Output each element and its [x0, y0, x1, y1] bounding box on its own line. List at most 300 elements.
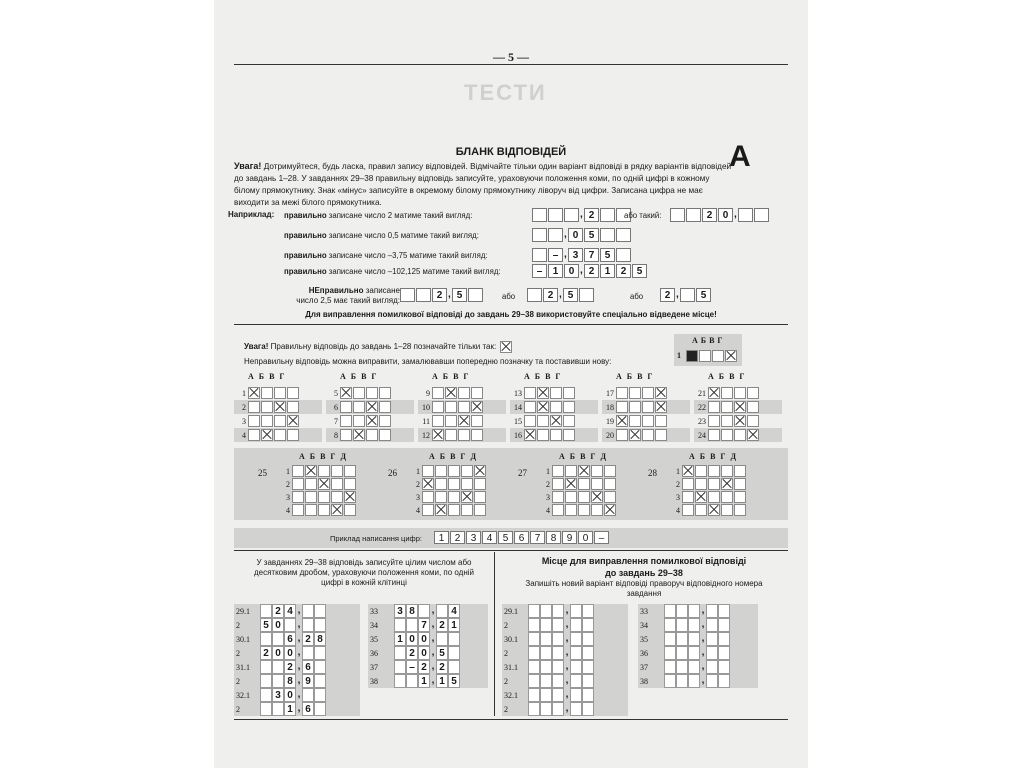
answer-cell[interactable]	[734, 401, 746, 413]
answer-cell[interactable]	[629, 415, 641, 427]
answer-digit-cell[interactable]: 1	[418, 674, 430, 688]
answer-cell[interactable]	[366, 387, 378, 399]
answer-digit-cell[interactable]	[706, 618, 718, 632]
answer-cell[interactable]	[261, 415, 273, 427]
match-cell[interactable]	[474, 504, 486, 516]
answer-digit-cell[interactable]: 9	[302, 674, 314, 688]
answer-cell[interactable]	[458, 387, 470, 399]
match-cell[interactable]	[682, 478, 694, 490]
answer-digit-cell[interactable]: 0	[272, 646, 284, 660]
match-cell[interactable]	[708, 504, 720, 516]
match-cell[interactable]	[435, 491, 447, 503]
answer-digit-cell[interactable]	[540, 688, 552, 702]
answer-cell[interactable]	[353, 415, 365, 427]
answer-digit-cell[interactable]	[540, 674, 552, 688]
answer-digit-cell[interactable]	[528, 660, 540, 674]
answer-digit-cell[interactable]: 1	[448, 618, 460, 632]
answer-digit-cell[interactable]	[394, 674, 406, 688]
match-cell[interactable]	[344, 491, 356, 503]
match-cell[interactable]	[305, 465, 317, 477]
answer-cell[interactable]	[747, 429, 759, 441]
answer-cell[interactable]	[261, 387, 273, 399]
answer-cell[interactable]	[734, 387, 746, 399]
answer-digit-cell[interactable]	[676, 604, 688, 618]
answer-cell[interactable]	[274, 401, 286, 413]
answer-digit-cell[interactable]	[528, 702, 540, 716]
answer-digit-cell[interactable]	[688, 646, 700, 660]
answer-cell[interactable]	[747, 401, 759, 413]
answer-cell[interactable]	[248, 429, 260, 441]
answer-digit-cell[interactable]	[528, 688, 540, 702]
answer-cell[interactable]	[537, 387, 549, 399]
answer-digit-cell[interactable]	[406, 674, 418, 688]
match-cell[interactable]	[331, 491, 343, 503]
answer-digit-cell[interactable]	[302, 604, 314, 618]
match-cell[interactable]	[734, 504, 746, 516]
answer-digit-cell[interactable]	[664, 660, 676, 674]
answer-cell[interactable]	[287, 429, 299, 441]
answer-cell[interactable]	[340, 415, 352, 427]
answer-cell[interactable]	[353, 387, 365, 399]
answer-cell[interactable]	[274, 415, 286, 427]
answer-digit-cell[interactable]	[706, 632, 718, 646]
answer-digit-cell[interactable]: 0	[418, 646, 430, 660]
answer-cell[interactable]	[655, 429, 667, 441]
match-cell[interactable]	[682, 504, 694, 516]
answer-digit-cell[interactable]: 2	[436, 618, 448, 632]
answer-cell[interactable]	[471, 387, 483, 399]
answer-digit-cell[interactable]	[540, 604, 552, 618]
answer-digit-cell[interactable]	[314, 688, 326, 702]
match-cell[interactable]	[552, 491, 564, 503]
answer-digit-cell[interactable]	[582, 702, 594, 716]
answer-cell[interactable]	[747, 415, 759, 427]
answer-digit-cell[interactable]	[570, 674, 582, 688]
match-cell[interactable]	[422, 504, 434, 516]
answer-cell[interactable]	[616, 415, 628, 427]
answer-digit-cell[interactable]	[688, 604, 700, 618]
match-cell[interactable]	[552, 465, 564, 477]
answer-digit-cell[interactable]	[314, 660, 326, 674]
answer-cell[interactable]	[721, 401, 733, 413]
answer-digit-cell[interactable]	[272, 660, 284, 674]
match-cell[interactable]	[552, 504, 564, 516]
answer-cell[interactable]	[524, 401, 536, 413]
answer-digit-cell[interactable]: 2	[406, 646, 418, 660]
answer-cell[interactable]	[432, 401, 444, 413]
answer-cell[interactable]	[432, 415, 444, 427]
answer-cell[interactable]	[550, 415, 562, 427]
match-cell[interactable]	[318, 491, 330, 503]
answer-digit-cell[interactable]	[676, 646, 688, 660]
match-cell[interactable]	[734, 491, 746, 503]
answer-digit-cell[interactable]	[582, 632, 594, 646]
match-cell[interactable]	[435, 465, 447, 477]
answer-cell[interactable]	[458, 429, 470, 441]
match-cell[interactable]	[734, 478, 746, 490]
match-cell[interactable]	[578, 491, 590, 503]
answer-cell[interactable]	[563, 401, 575, 413]
match-cell[interactable]	[461, 504, 473, 516]
answer-digit-cell[interactable]	[552, 632, 564, 646]
answer-cell[interactable]	[550, 401, 562, 413]
answer-digit-cell[interactable]: 7	[418, 618, 430, 632]
answer-cell[interactable]	[550, 429, 562, 441]
answer-cell[interactable]	[458, 415, 470, 427]
answer-digit-cell[interactable]	[552, 674, 564, 688]
answer-digit-cell[interactable]	[664, 646, 676, 660]
answer-digit-cell[interactable]	[528, 646, 540, 660]
answer-digit-cell[interactable]: 5	[436, 646, 448, 660]
answer-cell[interactable]	[642, 415, 654, 427]
answer-cell[interactable]	[524, 429, 536, 441]
answer-cell[interactable]	[471, 429, 483, 441]
match-cell[interactable]	[344, 465, 356, 477]
answer-digit-cell[interactable]: 4	[284, 604, 296, 618]
answer-digit-cell[interactable]	[570, 604, 582, 618]
match-cell[interactable]	[474, 478, 486, 490]
answer-digit-cell[interactable]	[302, 688, 314, 702]
answer-digit-cell[interactable]	[706, 660, 718, 674]
answer-digit-cell[interactable]: 1	[436, 674, 448, 688]
answer-digit-cell[interactable]	[582, 604, 594, 618]
answer-digit-cell[interactable]	[688, 674, 700, 688]
answer-digit-cell[interactable]	[570, 688, 582, 702]
answer-cell[interactable]	[248, 387, 260, 399]
answer-digit-cell[interactable]	[394, 660, 406, 674]
answer-cell[interactable]	[458, 401, 470, 413]
match-cell[interactable]	[474, 465, 486, 477]
answer-digit-cell[interactable]	[314, 702, 326, 716]
answer-digit-cell[interactable]	[582, 660, 594, 674]
match-cell[interactable]	[461, 465, 473, 477]
answer-digit-cell[interactable]: 0	[272, 618, 284, 632]
match-cell[interactable]	[448, 478, 460, 490]
answer-digit-cell[interactable]	[436, 604, 448, 618]
match-cell[interactable]	[435, 478, 447, 490]
answer-digit-cell[interactable]	[436, 632, 448, 646]
answer-cell[interactable]	[550, 387, 562, 399]
answer-digit-cell[interactable]	[314, 618, 326, 632]
answer-digit-cell[interactable]	[718, 646, 730, 660]
match-cell[interactable]	[721, 491, 733, 503]
match-cell[interactable]	[695, 478, 707, 490]
answer-digit-cell[interactable]	[688, 618, 700, 632]
answer-cell[interactable]	[616, 387, 628, 399]
match-cell[interactable]	[578, 504, 590, 516]
answer-cell[interactable]	[432, 387, 444, 399]
answer-digit-cell[interactable]	[418, 604, 430, 618]
match-cell[interactable]	[721, 465, 733, 477]
answer-cell[interactable]	[340, 387, 352, 399]
answer-cell[interactable]	[642, 387, 654, 399]
answer-cell[interactable]	[708, 387, 720, 399]
answer-digit-cell[interactable]	[448, 646, 460, 660]
match-cell[interactable]	[422, 465, 434, 477]
answer-cell[interactable]	[655, 415, 667, 427]
answer-digit-cell[interactable]	[260, 632, 272, 646]
answer-digit-cell[interactable]: –	[406, 660, 418, 674]
answer-digit-cell[interactable]	[406, 618, 418, 632]
answer-digit-cell[interactable]	[272, 702, 284, 716]
match-cell[interactable]	[292, 465, 304, 477]
answer-digit-cell[interactable]	[448, 660, 460, 674]
answer-digit-cell[interactable]	[260, 674, 272, 688]
match-cell[interactable]	[604, 478, 616, 490]
answer-digit-cell[interactable]	[302, 646, 314, 660]
answer-digit-cell[interactable]	[706, 646, 718, 660]
answer-cell[interactable]	[287, 387, 299, 399]
answer-digit-cell[interactable]: 2	[418, 660, 430, 674]
answer-cell[interactable]	[563, 387, 575, 399]
answer-cell[interactable]	[366, 429, 378, 441]
answer-cell[interactable]	[248, 415, 260, 427]
answer-digit-cell[interactable]	[260, 688, 272, 702]
answer-cell[interactable]	[471, 401, 483, 413]
answer-cell[interactable]	[287, 415, 299, 427]
answer-digit-cell[interactable]	[718, 604, 730, 618]
answer-digit-cell[interactable]	[676, 632, 688, 646]
answer-cell[interactable]	[248, 401, 260, 413]
answer-digit-cell[interactable]	[272, 632, 284, 646]
answer-digit-cell[interactable]: 0	[284, 646, 296, 660]
answer-cell[interactable]	[366, 415, 378, 427]
answer-digit-cell[interactable]: 6	[284, 632, 296, 646]
match-cell[interactable]	[331, 465, 343, 477]
answer-digit-cell[interactable]	[552, 618, 564, 632]
answer-cell[interactable]	[734, 415, 746, 427]
answer-cell[interactable]	[379, 401, 391, 413]
answer-cell[interactable]	[445, 429, 457, 441]
answer-digit-cell[interactable]	[664, 604, 676, 618]
answer-cell[interactable]	[655, 401, 667, 413]
answer-digit-cell[interactable]	[582, 618, 594, 632]
answer-cell[interactable]	[616, 429, 628, 441]
answer-digit-cell[interactable]	[688, 632, 700, 646]
answer-digit-cell[interactable]: 2	[302, 632, 314, 646]
answer-digit-cell[interactable]	[552, 702, 564, 716]
answer-cell[interactable]	[274, 387, 286, 399]
match-cell[interactable]	[292, 491, 304, 503]
match-cell[interactable]	[318, 504, 330, 516]
answer-cell[interactable]	[747, 387, 759, 399]
answer-digit-cell[interactable]: 2	[272, 604, 284, 618]
answer-digit-cell[interactable]: 3	[394, 604, 406, 618]
match-cell[interactable]	[422, 491, 434, 503]
answer-cell[interactable]	[537, 415, 549, 427]
answer-cell[interactable]	[261, 401, 273, 413]
answer-digit-cell[interactable]	[540, 660, 552, 674]
answer-digit-cell[interactable]	[718, 660, 730, 674]
match-cell[interactable]	[292, 504, 304, 516]
match-cell[interactable]	[461, 491, 473, 503]
match-cell[interactable]	[591, 465, 603, 477]
answer-cell[interactable]	[708, 429, 720, 441]
answer-digit-cell[interactable]	[676, 618, 688, 632]
match-cell[interactable]	[591, 491, 603, 503]
answer-cell[interactable]	[432, 429, 444, 441]
answer-cell[interactable]	[340, 429, 352, 441]
answer-digit-cell[interactable]	[676, 660, 688, 674]
answer-cell[interactable]	[721, 387, 733, 399]
answer-digit-cell[interactable]	[552, 660, 564, 674]
answer-cell[interactable]	[642, 401, 654, 413]
answer-cell[interactable]	[445, 401, 457, 413]
match-cell[interactable]	[682, 465, 694, 477]
answer-cell[interactable]	[471, 415, 483, 427]
answer-digit-cell[interactable]	[570, 632, 582, 646]
answer-cell[interactable]	[537, 429, 549, 441]
match-cell[interactable]	[565, 491, 577, 503]
match-cell[interactable]	[721, 478, 733, 490]
answer-digit-cell[interactable]	[582, 646, 594, 660]
match-cell[interactable]	[708, 478, 720, 490]
answer-cell[interactable]	[708, 401, 720, 413]
match-cell[interactable]	[448, 491, 460, 503]
answer-digit-cell[interactable]	[664, 632, 676, 646]
answer-digit-cell[interactable]	[582, 688, 594, 702]
match-cell[interactable]	[734, 465, 746, 477]
answer-digit-cell[interactable]: 8	[406, 604, 418, 618]
answer-digit-cell[interactable]	[718, 674, 730, 688]
match-cell[interactable]	[448, 504, 460, 516]
match-cell[interactable]	[591, 504, 603, 516]
answer-cell[interactable]	[629, 429, 641, 441]
match-cell[interactable]	[604, 465, 616, 477]
match-cell[interactable]	[448, 465, 460, 477]
answer-digit-cell[interactable]	[570, 702, 582, 716]
answer-digit-cell[interactable]	[528, 604, 540, 618]
answer-digit-cell[interactable]	[688, 660, 700, 674]
answer-digit-cell[interactable]	[314, 674, 326, 688]
answer-digit-cell[interactable]	[528, 674, 540, 688]
answer-digit-cell[interactable]	[540, 618, 552, 632]
answer-digit-cell[interactable]	[570, 646, 582, 660]
answer-cell[interactable]	[708, 415, 720, 427]
answer-cell[interactable]	[287, 401, 299, 413]
answer-digit-cell[interactable]	[552, 688, 564, 702]
answer-cell[interactable]	[563, 429, 575, 441]
match-cell[interactable]	[344, 504, 356, 516]
answer-cell[interactable]	[379, 415, 391, 427]
answer-digit-cell[interactable]	[302, 618, 314, 632]
answer-digit-cell[interactable]: 2	[260, 646, 272, 660]
match-cell[interactable]	[318, 465, 330, 477]
match-cell[interactable]	[604, 491, 616, 503]
match-cell[interactable]	[305, 504, 317, 516]
answer-cell[interactable]	[537, 401, 549, 413]
match-cell[interactable]	[565, 465, 577, 477]
match-cell[interactable]	[305, 478, 317, 490]
answer-digit-cell[interactable]: 1	[394, 632, 406, 646]
answer-cell[interactable]	[629, 401, 641, 413]
answer-digit-cell[interactable]	[540, 646, 552, 660]
answer-digit-cell[interactable]	[314, 646, 326, 660]
answer-cell[interactable]	[629, 387, 641, 399]
match-cell[interactable]	[708, 465, 720, 477]
answer-digit-cell[interactable]	[664, 674, 676, 688]
answer-cell[interactable]	[261, 429, 273, 441]
answer-cell[interactable]	[524, 415, 536, 427]
answer-digit-cell[interactable]	[260, 604, 272, 618]
answer-digit-cell[interactable]: 4	[448, 604, 460, 618]
answer-digit-cell[interactable]	[676, 674, 688, 688]
match-cell[interactable]	[305, 491, 317, 503]
answer-digit-cell[interactable]	[314, 604, 326, 618]
match-cell[interactable]	[695, 491, 707, 503]
answer-digit-cell[interactable]	[448, 632, 460, 646]
answer-cell[interactable]	[642, 429, 654, 441]
match-cell[interactable]	[565, 478, 577, 490]
answer-digit-cell[interactable]	[540, 702, 552, 716]
match-cell[interactable]	[578, 465, 590, 477]
answer-digit-cell[interactable]: 0	[418, 632, 430, 646]
match-cell[interactable]	[435, 504, 447, 516]
answer-digit-cell[interactable]: 2	[284, 660, 296, 674]
answer-digit-cell[interactable]	[284, 618, 296, 632]
answer-cell[interactable]	[353, 401, 365, 413]
match-cell[interactable]	[331, 504, 343, 516]
match-cell[interactable]	[474, 491, 486, 503]
answer-cell[interactable]	[734, 429, 746, 441]
answer-digit-cell[interactable]: 8	[284, 674, 296, 688]
answer-cell[interactable]	[445, 415, 457, 427]
answer-digit-cell[interactable]: 6	[302, 702, 314, 716]
match-cell[interactable]	[591, 478, 603, 490]
answer-digit-cell[interactable]	[394, 618, 406, 632]
answer-digit-cell[interactable]	[260, 660, 272, 674]
answer-cell[interactable]	[563, 415, 575, 427]
match-cell[interactable]	[344, 478, 356, 490]
answer-digit-cell[interactable]: 8	[314, 632, 326, 646]
answer-digit-cell[interactable]	[552, 604, 564, 618]
match-cell[interactable]	[318, 478, 330, 490]
answer-digit-cell[interactable]	[718, 632, 730, 646]
answer-cell[interactable]	[721, 415, 733, 427]
answer-cell[interactable]	[524, 387, 536, 399]
answer-digit-cell[interactable]	[706, 604, 718, 618]
answer-digit-cell[interactable]	[528, 618, 540, 632]
match-cell[interactable]	[682, 491, 694, 503]
match-cell[interactable]	[721, 504, 733, 516]
match-cell[interactable]	[461, 478, 473, 490]
answer-digit-cell[interactable]	[718, 618, 730, 632]
answer-cell[interactable]	[721, 429, 733, 441]
match-cell[interactable]	[695, 465, 707, 477]
answer-cell[interactable]	[379, 387, 391, 399]
match-cell[interactable]	[708, 491, 720, 503]
answer-digit-cell[interactable]: 3	[272, 688, 284, 702]
answer-digit-cell[interactable]	[552, 646, 564, 660]
answer-cell[interactable]	[353, 429, 365, 441]
match-cell[interactable]	[695, 504, 707, 516]
answer-digit-cell[interactable]	[582, 674, 594, 688]
answer-digit-cell[interactable]	[260, 702, 272, 716]
answer-digit-cell[interactable]: 5	[448, 674, 460, 688]
answer-digit-cell[interactable]	[528, 632, 540, 646]
answer-digit-cell[interactable]	[540, 632, 552, 646]
answer-cell[interactable]	[445, 387, 457, 399]
match-cell[interactable]	[422, 478, 434, 490]
answer-cell[interactable]	[616, 401, 628, 413]
answer-digit-cell[interactable]: 5	[260, 618, 272, 632]
answer-digit-cell[interactable]	[706, 674, 718, 688]
answer-digit-cell[interactable]	[272, 674, 284, 688]
answer-digit-cell[interactable]: 2	[436, 660, 448, 674]
answer-digit-cell[interactable]: 1	[284, 702, 296, 716]
answer-digit-cell[interactable]	[570, 660, 582, 674]
answer-digit-cell[interactable]	[394, 646, 406, 660]
